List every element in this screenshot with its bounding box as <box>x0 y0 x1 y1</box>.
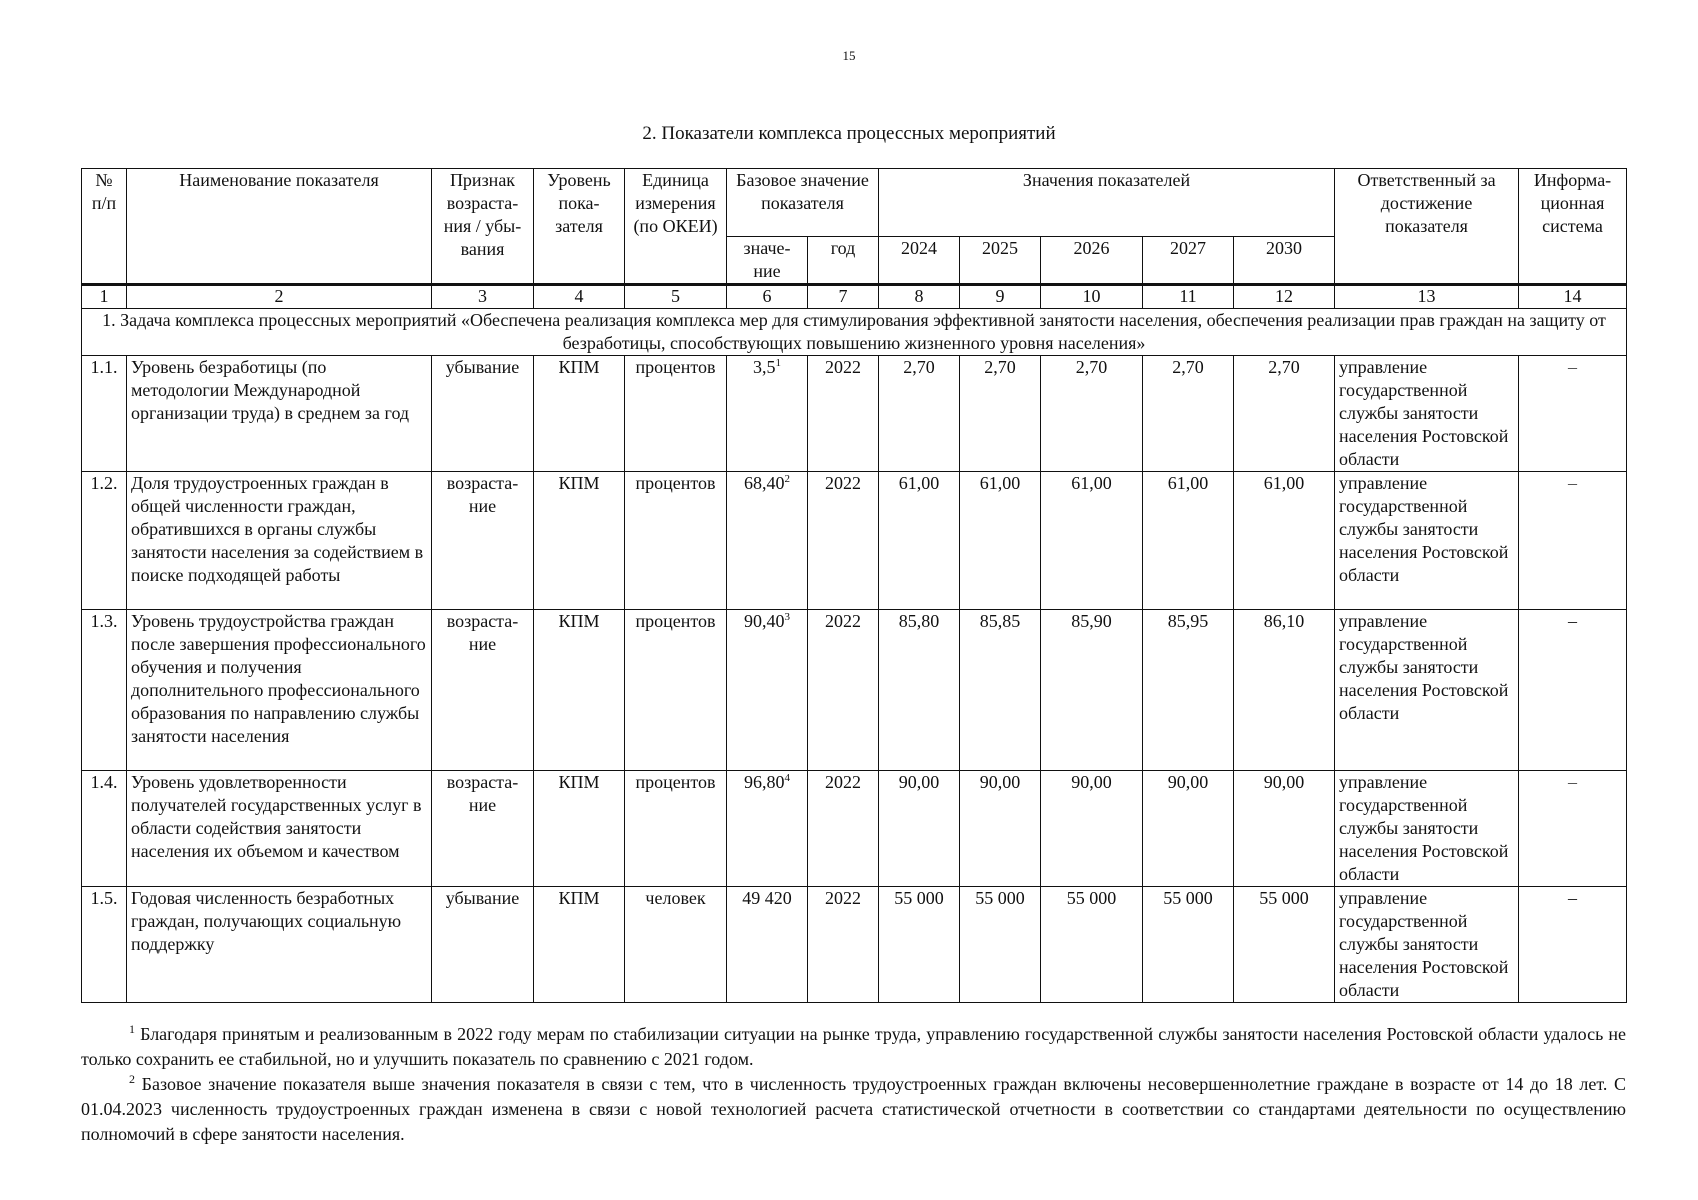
row-num: 1.1. <box>82 356 127 472</box>
row-base-value <box>727 771 808 887</box>
header-level: Уровень пока-зателя <box>534 169 625 285</box>
row-value: 90,00 <box>1234 771 1335 887</box>
row-name: Годовая численность безработных граждан, получающих социальную поддержку <box>127 887 432 1003</box>
row-base-value <box>727 887 808 1003</box>
column-number: 1 <box>82 285 127 309</box>
header-base-value: значе-ние <box>727 237 808 285</box>
footnote-mark: 1 <box>775 357 781 369</box>
column-number: 7 <box>808 285 879 309</box>
row-responsible: управление государственной службы занятости населения Ростовской области <box>1335 771 1519 887</box>
footnote <box>81 1022 1626 1072</box>
row-value: 2,70 <box>960 356 1041 472</box>
column-number: 8 <box>879 285 960 309</box>
row-value: 55 000 <box>1041 887 1143 1003</box>
header-info-system: Информа-ционная система <box>1519 169 1627 285</box>
row-responsible: управление государственной службы занятости населения Ростовской области <box>1335 610 1519 771</box>
row-level: КПМ <box>534 771 625 887</box>
header-sign: Признак возраста-ния / убы-вания <box>432 169 534 285</box>
footnote-mark: 4 <box>784 772 790 784</box>
row-value: 61,00 <box>1041 472 1143 610</box>
row-value: 55 000 <box>1234 887 1335 1003</box>
footnote-mark: 2 <box>129 1072 135 1086</box>
row-sign: убывание <box>432 887 534 1003</box>
row-value: 86,10 <box>1234 610 1335 771</box>
row-unit: человек <box>625 887 727 1003</box>
row-base-value <box>727 610 808 771</box>
row-num: 1.2. <box>82 472 127 610</box>
row-sign: возраста-ние <box>432 610 534 771</box>
row-value: 85,85 <box>960 610 1041 771</box>
task-title: 1. Задача комплекса процессных мероприятий «Обеспечена реализация комплекса мер для стимулирования эффективной занятости населения, обеспечения реализации прав граждан на защиту от безработицы, способствующих повышению жизненного уровня населения» <box>82 309 1627 356</box>
column-numbers-row <box>82 285 1627 309</box>
row-sign: убывание <box>432 356 534 472</box>
row-num: 1.3. <box>82 610 127 771</box>
table-row <box>82 356 1627 472</box>
row-info-system: – <box>1519 356 1627 472</box>
column-number: 10 <box>1041 285 1143 309</box>
row-base-value <box>727 356 808 472</box>
table-row <box>82 887 1627 1003</box>
row-base-year: 2022 <box>808 356 879 472</box>
header-year: 2024 <box>879 237 960 285</box>
base-value-text: 96,80 <box>744 772 785 792</box>
row-value: 85,80 <box>879 610 960 771</box>
row-base-year: 2022 <box>808 472 879 610</box>
row-value: 85,90 <box>1041 610 1143 771</box>
column-number: 14 <box>1519 285 1627 309</box>
header-row-top <box>82 169 1627 237</box>
row-info-system: – <box>1519 887 1627 1003</box>
row-num: 1.4. <box>82 771 127 887</box>
base-value-text: 68,40 <box>744 473 785 493</box>
row-base-value <box>727 472 808 610</box>
footnotes <box>81 1022 1626 1147</box>
row-name: Доля трудоустроенных граждан в общей численности граждан, обратившихся в органы службы занятости населения за содействием в поиске подходящей работы <box>127 472 432 610</box>
row-value: 2,70 <box>879 356 960 472</box>
table-row <box>82 610 1627 771</box>
page-number: 15 <box>842 48 856 63</box>
row-value: 61,00 <box>960 472 1041 610</box>
row-value: 61,00 <box>879 472 960 610</box>
header-num: № п/п <box>82 169 127 285</box>
row-info-system: – <box>1519 610 1627 771</box>
row-value: 55 000 <box>1143 887 1234 1003</box>
base-value-text: 90,40 <box>744 611 785 631</box>
header-responsible: Ответственный за достижение показателя <box>1335 169 1519 285</box>
row-base-year: 2022 <box>808 771 879 887</box>
column-number: 2 <box>127 285 432 309</box>
footnote-text: Благодаря принятым и реализованным в 2022 году мерам по стабилизации ситуации на рынке труда, управлению государственной службы занятости населения Ростовской области удалось не только сохранить ее стабильной, но и улучшить показатель по сравнению с 2021 годом. <box>81 1024 1626 1069</box>
row-sign: возраста-ние <box>432 472 534 610</box>
row-value: 90,00 <box>1041 771 1143 887</box>
header-year: 2030 <box>1234 237 1335 285</box>
column-number: 13 <box>1335 285 1519 309</box>
row-base-year: 2022 <box>808 887 879 1003</box>
header-unit: Единица измерения (по ОКЕИ) <box>625 169 727 285</box>
footnote-mark: 2 <box>784 473 790 485</box>
table-row <box>82 472 1627 610</box>
row-value: 90,00 <box>1143 771 1234 887</box>
footnote <box>81 1072 1626 1147</box>
row-value: 61,00 <box>1234 472 1335 610</box>
indicators-table <box>81 168 1627 1003</box>
row-info-system: – <box>1519 472 1627 610</box>
header-name: Наименование показателя <box>127 169 432 285</box>
base-value-text: 3,5 <box>753 357 776 377</box>
header-year: 2025 <box>960 237 1041 285</box>
row-level: КПМ <box>534 356 625 472</box>
row-responsible: управление государственной службы занятости населения Ростовской области <box>1335 472 1519 610</box>
column-number: 9 <box>960 285 1041 309</box>
row-value: 55 000 <box>960 887 1041 1003</box>
row-responsible: управление государственной службы занятости населения Ростовской области <box>1335 887 1519 1003</box>
header-base: Базовое значение показателя <box>727 169 879 237</box>
row-sign: возраста-ние <box>432 771 534 887</box>
column-number: 12 <box>1234 285 1335 309</box>
column-number: 4 <box>534 285 625 309</box>
row-value: 2,70 <box>1041 356 1143 472</box>
section-title: 2. Показатели комплекса процессных мероприятий <box>642 123 1056 144</box>
row-base-year: 2022 <box>808 610 879 771</box>
row-value: 90,00 <box>960 771 1041 887</box>
row-info-system: – <box>1519 771 1627 887</box>
header-values: Значения показателей <box>879 169 1335 237</box>
row-value: 61,00 <box>1143 472 1234 610</box>
task-row <box>82 309 1627 356</box>
row-unit: процентов <box>625 771 727 887</box>
row-unit: процентов <box>625 356 727 472</box>
row-value: 90,00 <box>879 771 960 887</box>
row-name: Уровень удовлетворенности получателей государственных услуг в области содействия занятости населения их объемом и качеством <box>127 771 432 887</box>
column-number: 5 <box>625 285 727 309</box>
header-base-year: год <box>808 237 879 285</box>
row-value: 2,70 <box>1234 356 1335 472</box>
table-row <box>82 771 1627 887</box>
row-name: Уровень трудоустройства граждан после завершения профессионального обучения и получения дополнительного профессионального образования по направлению службы занятости населения <box>127 610 432 771</box>
column-number: 11 <box>1143 285 1234 309</box>
row-name: Уровень безработицы (по методологии Международной организации труда) в среднем за год <box>127 356 432 472</box>
row-level: КПМ <box>534 472 625 610</box>
header-year: 2027 <box>1143 237 1234 285</box>
row-num: 1.5. <box>82 887 127 1003</box>
row-value: 2,70 <box>1143 356 1234 472</box>
footnote-mark: 1 <box>129 1022 135 1036</box>
row-level: КПМ <box>534 610 625 771</box>
footnote-text: Базовое значение показателя выше значения показателя в связи с тем, что в численность трудоустроенных граждан включены несовершеннолетние граждане в возрасте от 14 до 18 лет. С 01.04.2023 численность трудоустроенных граждан изменена в связи с новой технологией расчета статистической отчетности в соответствии со стандартами деятельности по осуществлению полномочий в сфере занятости населения. <box>81 1074 1626 1144</box>
column-number: 3 <box>432 285 534 309</box>
header-year: 2026 <box>1041 237 1143 285</box>
row-unit: процентов <box>625 472 727 610</box>
row-responsible: управление государственной службы занятости населения Ростовской области <box>1335 356 1519 472</box>
base-value-text: 49 420 <box>742 888 792 908</box>
footnote-mark: 3 <box>784 611 790 623</box>
row-level: КПМ <box>534 887 625 1003</box>
row-value: 55 000 <box>879 887 960 1003</box>
column-number: 6 <box>727 285 808 309</box>
row-value: 85,95 <box>1143 610 1234 771</box>
row-unit: процентов <box>625 610 727 771</box>
